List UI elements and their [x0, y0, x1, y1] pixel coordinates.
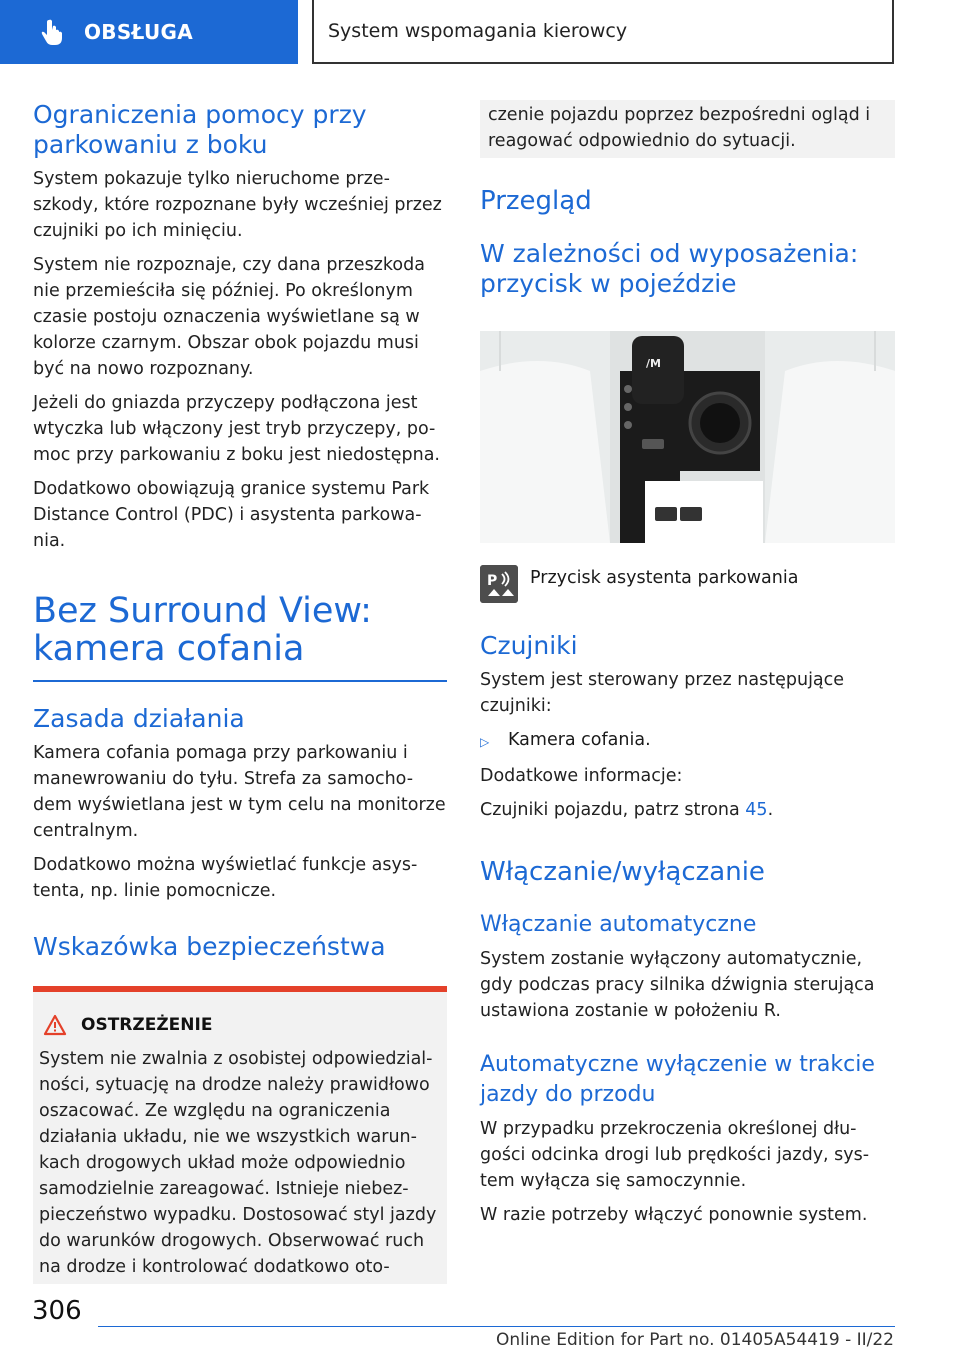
- page-number: 306: [32, 1296, 82, 1326]
- paragraph: Jeżeli do gniazda przyczepy podłączona jest wtyczka lub włączony jest tryb przyczepy, po-moc przy parkowaniu z boku jest niedostępna.: [33, 393, 440, 465]
- paragraph: System zostanie wyłączony automatycznie, gdy podczas pracy silnika dźwignia sterująca ustawiona zostanie w położeniu R.: [480, 949, 875, 1021]
- gear-selector-illustration: [480, 331, 895, 543]
- warning-continuation: [480, 100, 895, 158]
- section-title: W zależności od wyposażenia: przycisk w pojeździe: [480, 239, 859, 298]
- paragraph: czenie pojazdu poprzez bezpośredni ogląd i reagować odpowiednio do sytuacji.: [488, 105, 871, 151]
- bullet-triangle-icon: ▷: [480, 735, 490, 749]
- chapter-tab: [312, 0, 894, 64]
- section-title: Włączanie/wyłączanie: [480, 857, 765, 887]
- svg-text:P: P: [487, 573, 498, 589]
- left-column: [33, 100, 447, 1284]
- page-link[interactable]: 45: [745, 800, 768, 820]
- section-title: Automatyczne wyłączenie w trakcie jazdy do przodu: [480, 1052, 875, 1107]
- button-caption: Przycisk asystenta parkowania: [530, 568, 799, 588]
- paragraph: Dodatkowe informacje:: [480, 766, 683, 786]
- paragraph-text: .: [767, 800, 774, 820]
- list-item: [480, 727, 895, 755]
- section-tab-label: OBSŁUGA: [84, 20, 194, 44]
- chapter-heading: Bez Surround View: kamera cofania: [33, 591, 372, 669]
- section-title: Ograniczenia pomocy przy parkowaniu z boku: [33, 100, 367, 159]
- chapter-title: System wspomagania kierowcy: [328, 20, 628, 42]
- section-title: Włączanie automatyczne: [480, 912, 757, 937]
- section-title: Zasada działania: [33, 704, 245, 733]
- paragraph: [480, 797, 895, 823]
- section-title: Przegląd: [480, 186, 592, 216]
- list-item-text: Kamera cofania.: [508, 730, 651, 750]
- paragraph: System nie rozpoznaje, czy dana przeszkoda nie przemieściła się później. Po określonym czasie postoju oznaczenia wyświetlane są w kolorze czarnym. Obszar obok pojazdu musi być na nowo rozpoznany.: [33, 255, 425, 379]
- page-header: [0, 0, 960, 66]
- paragraph: Dodatkowo można wyświetlać funkcje asys-tenta, np. linie pomocnicze.: [33, 855, 418, 901]
- paragraph: System pokazuje tylko nieruchome prze-szkody, które rozpoznane były wcześniej przez czujniki po ich minięciu.: [33, 169, 442, 241]
- footer-rule: [98, 1326, 895, 1327]
- paragraph: W razie potrzeby włączyć ponownie system.: [480, 1205, 868, 1225]
- section-title: Wskazówka bezpieczeństwa: [33, 932, 386, 961]
- right-column: [480, 100, 895, 1236]
- warning-title: OSTRZEŻENIE: [81, 1015, 213, 1035]
- section-title: Czujniki: [480, 631, 578, 660]
- section-tab: [0, 0, 298, 64]
- paragraph: System jest sterowany przez następujące czujniki:: [480, 670, 845, 716]
- paragraph: Dodatkowo obowiązują granice systemu Park Distance Control (PDC) i asystenta parkowa-nia.: [33, 479, 430, 551]
- warning-box: [33, 986, 447, 1284]
- warning-header: [33, 992, 447, 1036]
- paragraph-text: Czujniki pojazdu, patrz strona: [480, 800, 746, 820]
- warning-triangle-icon: [43, 1014, 67, 1036]
- paragraph: W przypadku przekroczenia określonej dłu-gości odcinka drogi lub prędkości jazdy, sys-tem wyłącza się samoczynnie.: [480, 1119, 870, 1191]
- hand-pointer-icon: [40, 18, 64, 46]
- edition-text: Online Edition for Part no. 01405A54419 - II/22: [495, 1330, 894, 1350]
- paragraph: Kamera cofania pomaga przy parkowaniu i manewrowaniu do tyłu. Strefa za samocho-dem wyświetlana jest w tym celu na monitorze centralnym.: [33, 743, 446, 841]
- svg-text:/M: /M: [646, 357, 661, 370]
- button-legend: [480, 565, 895, 603]
- parking-assist-button-icon: [480, 565, 518, 603]
- gear-selector-photo: [480, 331, 895, 543]
- warning-text: System nie zwalnia z osobistej odpowiedzial-ności, sytuację na drodze należy prawidłowo oszacować. Ze względu na ograniczenia działania układu, nie we wszystkich warun-kach drogowych układ może odpowiednio samodzielnie zareagować. Istnieje niebez-pieczeństwo wypadku. Dostosować styl jazdy do warunków drogowych. Obserwować ruch na drodze i kontrolować dodatkowo oto-: [39, 1049, 437, 1277]
